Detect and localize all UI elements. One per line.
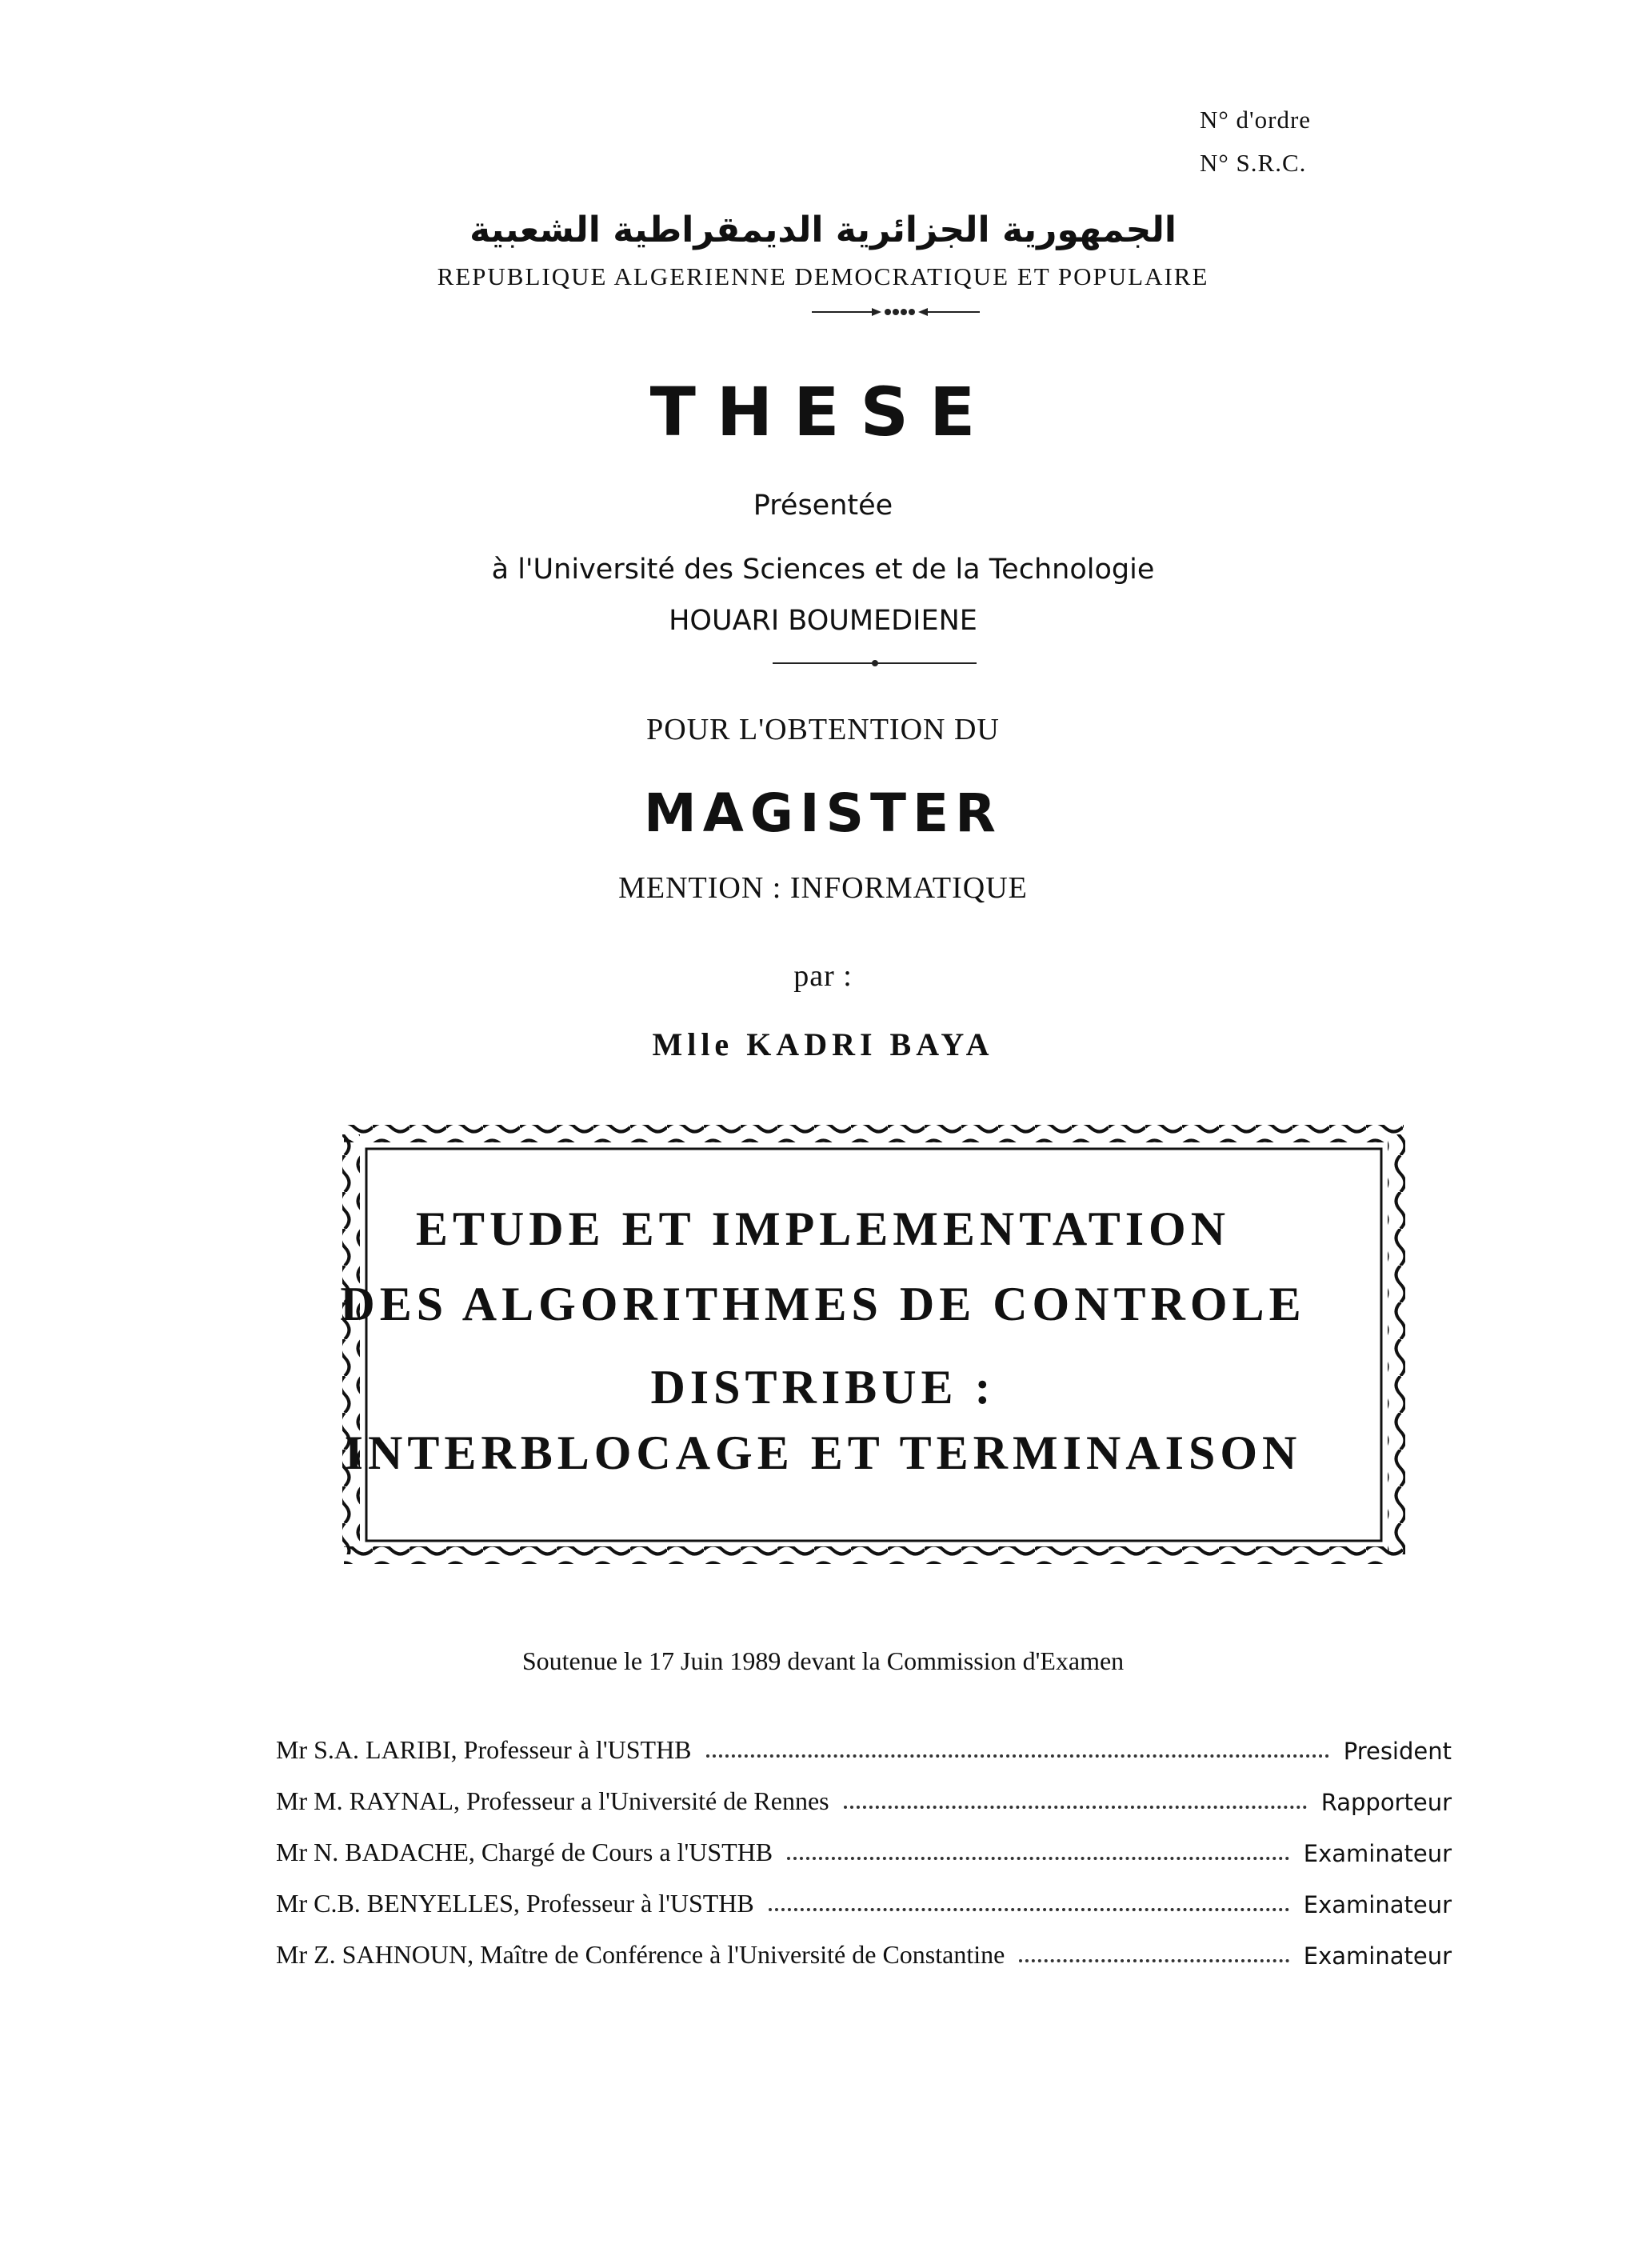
by-label: par : <box>793 959 853 993</box>
jury-person: Mr S.A. LARIBI, Professeur à l'USTHB <box>276 1735 692 1764</box>
defense-statement: Soutenue le 17 Juin 1989 devant la Commission d'Examen <box>521 1646 1125 1675</box>
jury-person: Mr Z. SAHNOUN, Maître de Conférence à l'Université de Constantine <box>276 1940 1005 1969</box>
ornament-divider <box>808 302 984 322</box>
republic-arabic: الجمهورية الجزائرية الديمقراطية الشعبية <box>469 210 1177 250</box>
dot-leader <box>844 1806 1307 1809</box>
thesis-type: THESE <box>649 373 997 451</box>
dot-leader <box>787 1857 1289 1860</box>
title-line-4: INTERBLOCAGE ET TERMINAISON <box>344 1426 1302 1479</box>
republic-french: REPUBLIQUE ALGERIENNE DEMOCRATIQUE ET POPULAIRE <box>437 262 1209 290</box>
university-line: à l'Université des Sciences et de la Technologie <box>491 554 1155 586</box>
jury-role: Rapporteur <box>1320 1789 1452 1816</box>
author-name: Mlle KADRI BAYA <box>652 1026 994 1062</box>
jury-row <box>276 1726 1452 1765</box>
jury-person: Mr M. RAYNAL, Professeur a l'Université de Rennes <box>276 1786 829 1815</box>
presented-label: Présentée <box>753 490 893 522</box>
dot-leader <box>706 1754 1329 1758</box>
order-number-label: N° d'ordre <box>1200 106 1312 134</box>
jury-person: Mr N. BADACHE, Chargé de Cours a l'USTHB <box>276 1838 773 1866</box>
jury-role: Examinateur <box>1303 1942 1452 1970</box>
title-line-3: DISTRIBUE : <box>650 1361 996 1414</box>
mention-line: MENTION : INFORMATIQUE <box>618 871 1028 905</box>
jury-row <box>276 1778 1452 1816</box>
dot-leader <box>1019 1959 1288 1962</box>
jury-role: Examinateur <box>1303 1891 1452 1918</box>
degree-title: MAGISTER <box>644 782 1002 844</box>
dot-leader <box>769 1908 1289 1911</box>
jury-row <box>276 1829 1452 1867</box>
university-name: HOUARI BOUMEDIENE <box>669 605 977 637</box>
title-frame <box>336 1118 1412 1570</box>
title-line-1: ETUDE ET IMPLEMENTATION <box>415 1202 1231 1255</box>
title-line-2: DES ALGORITHMES DE CONTROLE <box>340 1278 1306 1330</box>
jury-row <box>276 1931 1452 1970</box>
purpose-line: POUR L'OBTENTION DU <box>646 713 1000 746</box>
jury-role: Examinateur <box>1303 1840 1452 1867</box>
jury-person: Mr C.B. BENYELLES, Professeur à l'USTHB <box>276 1889 754 1918</box>
jury-row <box>276 1880 1452 1918</box>
small-divider <box>773 658 981 669</box>
jury-role: President <box>1343 1738 1452 1765</box>
src-number-label: N° S.R.C. <box>1200 149 1307 177</box>
